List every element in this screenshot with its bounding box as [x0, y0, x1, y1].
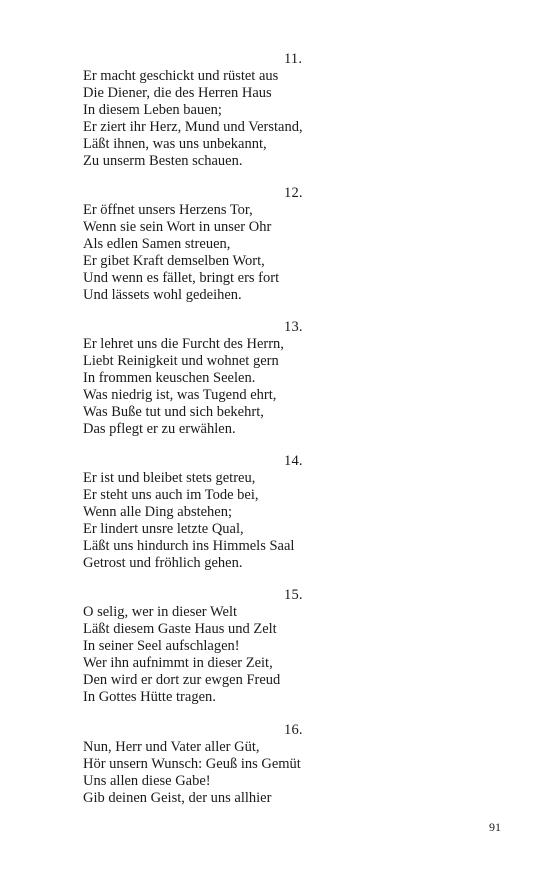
page-number: 91 — [489, 820, 501, 834]
verse-line: In frommen keuschen Seelen. — [83, 370, 256, 386]
verse-line: Hör unsern Wunsch: Geuß ins Gemüt — [83, 756, 301, 772]
stanza-number: 16. — [284, 722, 303, 738]
verse-line: Getrost und fröhlich gehen. — [83, 555, 243, 571]
verse-line: Wer ihn aufnimmt in dieser Zeit, — [83, 655, 273, 671]
verse-line: Liebt Reinigkeit und wohnet gern — [83, 353, 279, 369]
stanza-11 — [83, 51, 503, 170]
stanza-number: 14. — [284, 453, 303, 469]
verse-line: Die Diener, die des Herren Haus — [83, 85, 272, 101]
verse-line: Zu unserm Besten schauen. — [83, 153, 243, 169]
verse-line: Was Buße tut und sich bekehrt, — [83, 404, 264, 420]
verse-line: Er ziert ihr Herz, Mund und Verstand, — [83, 119, 303, 135]
verse-line: Den wird er dort zur ewgen Freud — [83, 672, 281, 688]
verse-line: Er ist und bleibet stets getreu, — [83, 470, 256, 486]
stanza-number: 13. — [284, 319, 303, 335]
stanza-number: 11. — [284, 51, 303, 67]
stanza-14 — [83, 453, 503, 572]
verse-line: Läßt diesem Gaste Haus und Zelt — [83, 621, 277, 637]
verse-line: Uns allen diese Gabe! — [83, 773, 211, 789]
verse-line: Wenn alle Ding abstehen; — [83, 504, 233, 520]
verse-line: Wenn sie sein Wort in unser Ohr — [83, 219, 272, 235]
verse-line: Er lehret uns die Furcht des Herrn, — [83, 336, 284, 352]
verse-line: Er öffnet unsers Herzens Tor, — [83, 202, 253, 218]
stanza-15 — [83, 587, 503, 706]
verse-line: Als edlen Samen streuen, — [83, 236, 231, 252]
stanza-12 — [83, 185, 503, 304]
verse-line: In diesem Leben bauen; — [83, 102, 222, 118]
verse-line: Und lässets wohl gedeihen. — [83, 287, 242, 303]
verse-line: Läßt ihnen, was uns unbekannt, — [83, 136, 267, 152]
verse-line: O selig, wer in dieser Welt — [83, 604, 237, 620]
verse-line: In Gottes Hütte tragen. — [83, 689, 216, 705]
verse-line: Und wenn es fället, bringt ers fort — [83, 270, 280, 286]
stanza-13 — [83, 319, 503, 438]
verse-line: Er steht uns auch im Tode bei, — [83, 487, 259, 503]
stanza-16 — [83, 722, 503, 807]
stanza-number: 15. — [284, 587, 303, 603]
verse-line: Was niedrig ist, was Tugend ehrt, — [83, 387, 277, 403]
verse-line: Er macht geschickt und rüstet aus — [83, 68, 279, 84]
verse-line: Gib deinen Geist, der uns allhier — [83, 790, 272, 806]
verse-line: Läßt uns hindurch ins Himmels Saal — [83, 538, 295, 554]
stanza-number: 12. — [284, 185, 303, 201]
verse-line: Nun, Herr und Vater aller Güt, — [83, 739, 260, 755]
verse-line: Er gibet Kraft demselben Wort, — [83, 253, 265, 269]
verse-line: Er lindert unsre letzte Qual, — [83, 521, 244, 537]
verse-line: In seiner Seel aufschlagen! — [83, 638, 240, 654]
verse-line: Das pflegt er zu erwählen. — [83, 421, 236, 437]
